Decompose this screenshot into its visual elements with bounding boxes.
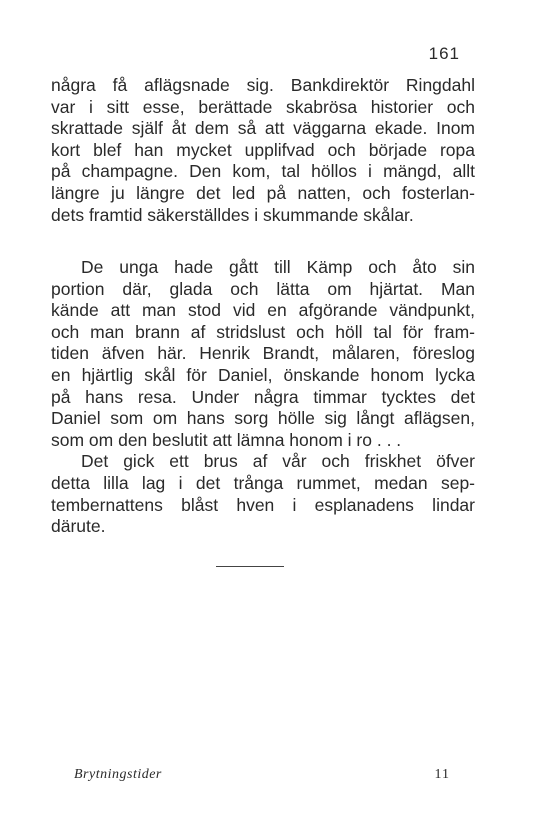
paragraph-2 [51, 257, 475, 538]
text-line: skrattade själf åt dem så att väggarna ekade. Inom [51, 118, 475, 139]
text-line: kort blef han mycket upplifvad och började ropa [51, 139, 475, 160]
printer-signature: Brytningstider [74, 767, 162, 782]
text-line: De unga hade gått till Kämp och åto sin [81, 257, 475, 277]
text-line: på champagne. Den kom, tal höllos i mängd, allt [51, 161, 475, 182]
text-line: Daniel som om hans sorg hölle sig långt aflägsen, [51, 408, 475, 429]
paragraph-1 [51, 75, 475, 226]
text-line: tembernattens blåst hven i esplanadens lindar [51, 494, 475, 515]
text-line: längre ju längre det led på natten, och fosterlan- [51, 182, 475, 203]
page-number: 161 [428, 44, 460, 63]
text-line: Det gick ett brus af vår och friskhet öfver [81, 451, 475, 472]
text-line: dets framtid säkerställdes i skummande skålar. [51, 204, 414, 225]
text-line: några få aflägsnade sig. Bankdirektör Ringdahl [51, 75, 475, 95]
text-line: var i sitt esse, berättade skabrösa historier och [51, 96, 475, 117]
text-line: kände att man stod vid en afgörande vändpunkt, [51, 300, 475, 321]
text-line: detta lilla lag i det trånga rummet, medan sep- [51, 472, 475, 493]
signature-mark: 11 [434, 767, 450, 782]
text-line: portion där, glada och lätta om hjärtat. Man [51, 278, 475, 299]
text-line: på hans resa. Under några timmar tycktes det [51, 386, 475, 407]
text-line: tiden äfven här. Henrik Brandt, målaren, föreslog [51, 343, 475, 364]
text-line: som om den beslutit att lämna honom i ro . . . [51, 429, 402, 450]
section-divider [216, 566, 284, 567]
text-line: och man brann af stridslust och höll tal för fram- [51, 321, 475, 342]
text-line: en hjärtlig skål för Daniel, önskande honom lycka [51, 364, 475, 385]
text-line: därute. [51, 516, 106, 537]
